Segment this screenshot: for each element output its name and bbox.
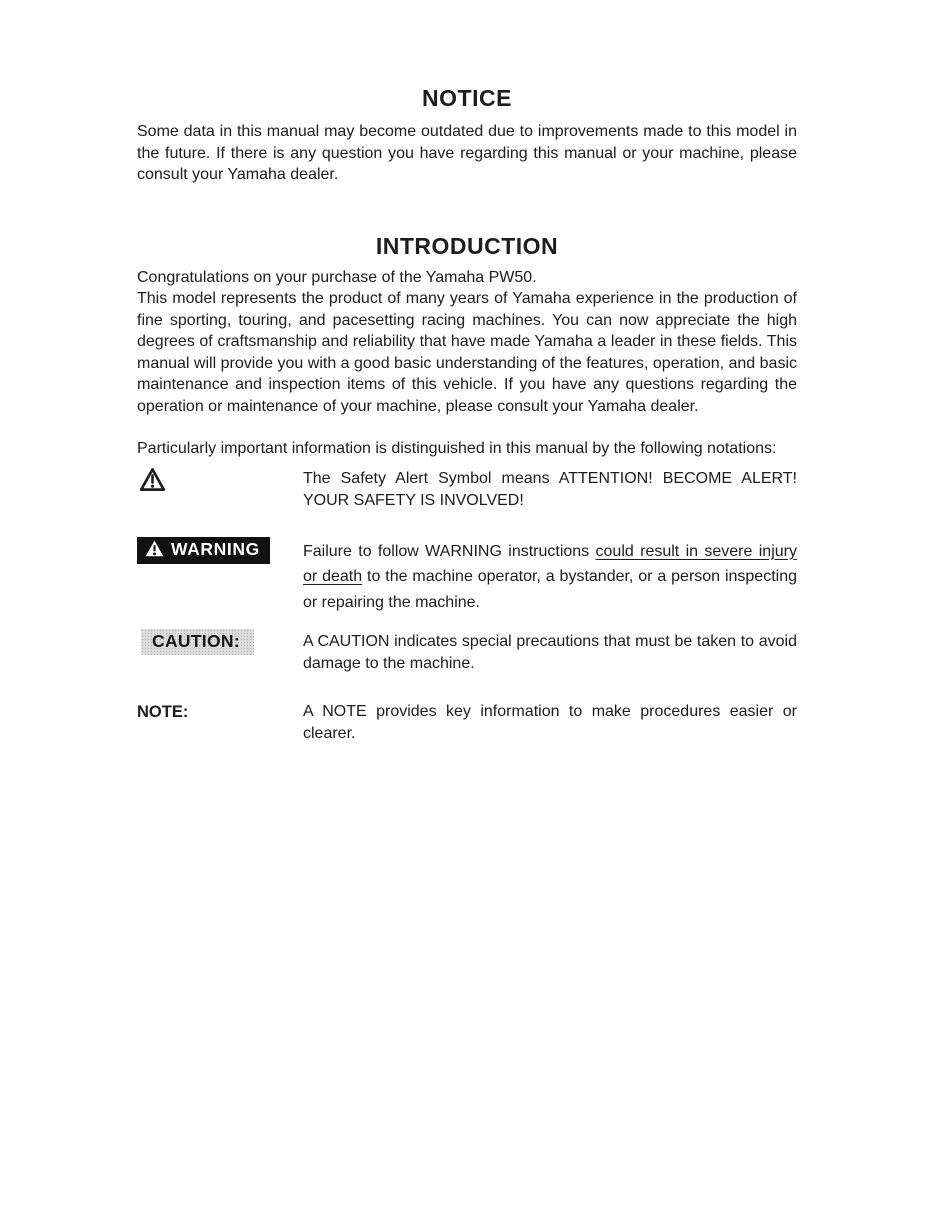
notice-body: Some data in this manual may become outdated due to improvements made to this model in the future. If there is any question you have regarding this manual or your machine, please consult your Yamaha dealer. <box>137 123 797 183</box>
warning-text <box>303 539 797 616</box>
notation-row-caution <box>137 631 797 675</box>
caution-badge: CAUTION: <box>141 629 254 655</box>
introduction-title: INTRODUCTION <box>375 232 559 259</box>
introduction-section <box>137 234 797 460</box>
warning-label: WARNING <box>171 539 260 559</box>
notation-row-safety <box>137 468 797 512</box>
notice-title: NOTICE <box>422 85 512 111</box>
safety-alert-triangle-icon <box>137 467 303 497</box>
warning-badge <box>137 537 270 565</box>
notation-row-warning <box>137 539 797 616</box>
warning-triangle-icon <box>145 540 164 561</box>
warning-text-underlined: could result in severe injury or death <box>303 542 797 585</box>
safety-symbol-text: The Safety Alert Symbol means ATTENTION! BECOME ALERT! YOUR SAFETY IS INVOLVED! <box>303 469 797 509</box>
notations-intro: Particularly important information is distinguished in this manual by the following notations: <box>137 440 777 457</box>
notation-row-note <box>137 701 797 745</box>
warning-text-before: Failure to follow WARNING instructions <box>303 542 596 560</box>
introduction-body: This model represents the product of many years of Yamaha experience in the production of fine sporting, touring, and pacesetting racing machines. You can now appreciate the high degrees of craftsmanship and reliability that have made Yamaha a leader in these fields. This manual will provide you with a good basic understanding of the features, operation, and basic maintenance and inspection items of this vehicle. If you have any questions regarding the operation or maintenance of your machine, please consult your Yamaha dealer. <box>137 290 797 415</box>
notice-section <box>137 86 797 186</box>
caution-text: A CAUTION indicates special precautions that must be taken to avoid damage to the machine. <box>303 633 797 672</box>
introduction-congrats: Congratulations on your purchase of the Yamaha PW50. <box>137 268 537 286</box>
notation-rows <box>137 468 797 746</box>
warning-text-after: to the machine operator, a bystander, or a person inspecting or repairing the machine. <box>303 568 797 611</box>
note-label: NOTE: <box>137 703 189 721</box>
note-text: A NOTE provides key information to make procedures easier or clearer. <box>303 703 797 742</box>
